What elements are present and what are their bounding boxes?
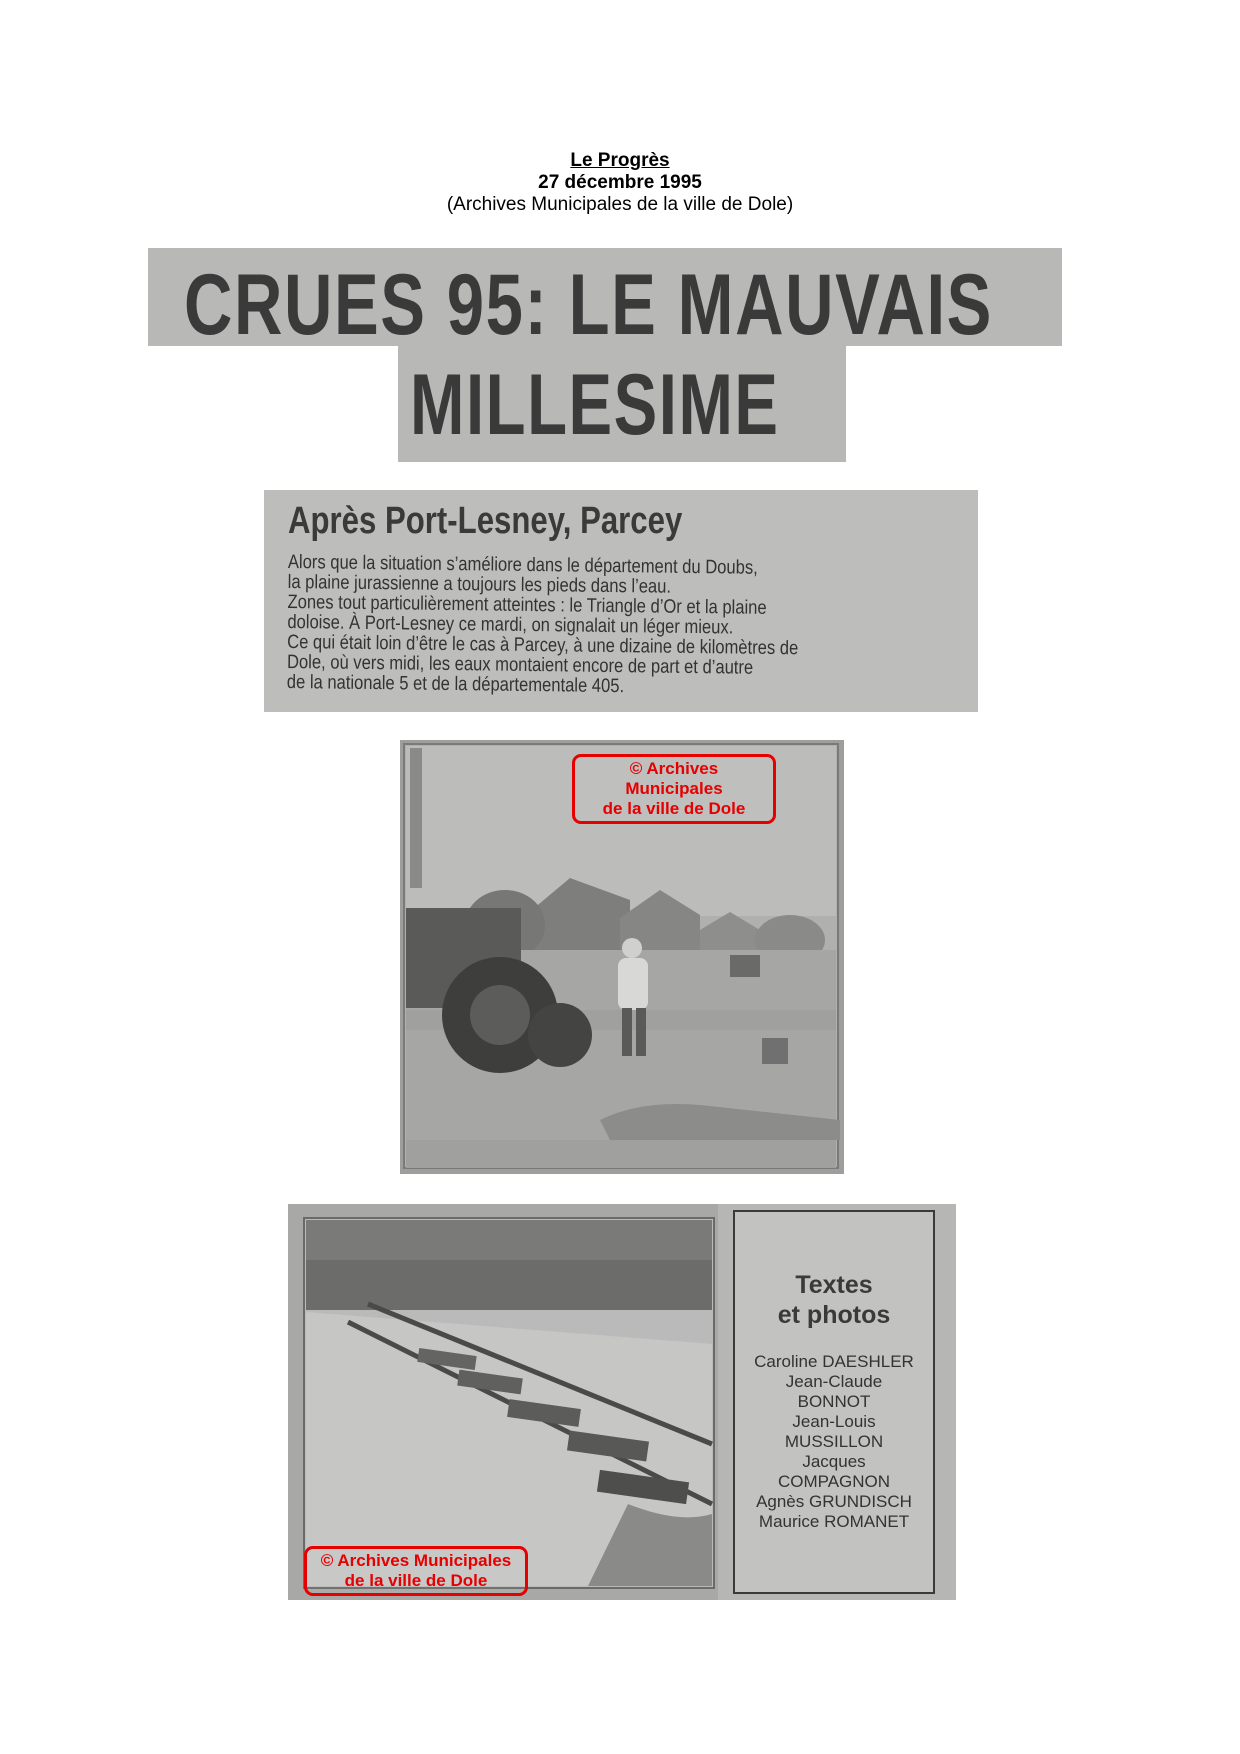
headline-clipping-1 [148, 248, 1062, 346]
intro-line: de la nationale 5 et de la départementale 405. [286, 670, 625, 698]
credit-name: MUSSILLON [784, 1432, 884, 1451]
copyright-label-2 [304, 1546, 528, 1596]
newspaper-name: Le Progrès [570, 150, 670, 171]
copyright-line-1: © Archives Municipales [625, 759, 723, 798]
credit-name: Jean-Louis [792, 1412, 876, 1431]
credit-name: BONNOT [797, 1392, 871, 1411]
intro-line: Zones tout particulièrement atteintes : le Triangle d’Or et la plaine [287, 590, 767, 619]
intro-line: Ce qui était loin d’être le cas à Parcey, à une dizaine de kilomètres de [287, 630, 799, 660]
credit-name: COMPAGNON [777, 1472, 891, 1491]
credit-name: Agnès GRUNDISCH [756, 1492, 912, 1511]
intro-line: doloise. À Port-Lesney ce mardi, on signalait un léger mieux. [287, 610, 734, 639]
headline-clipping-2 [398, 346, 846, 462]
intro-line: la plaine jurassienne a toujours les pieds dans l’eau. [287, 570, 672, 598]
credits-names [735, 1352, 933, 1532]
flooded-railway-clipping [288, 1204, 956, 1600]
headline-line-1: CRUES 95: LE MAUVAIS [184, 257, 993, 346]
credits-title-line-2: et photos [777, 1301, 891, 1329]
headline-line-2: MILLESIME [410, 357, 780, 453]
copyright-line-2: de la ville de Dole [344, 1571, 488, 1590]
intro-line: Dole, où vers midi, les eaux montaient encore de part et d’autre [286, 650, 754, 679]
flooded-railway-photo [288, 1204, 718, 1600]
intro-line: Alors que la situation s’améliore dans le département du Doubs, [287, 551, 758, 579]
copyright-label [572, 754, 776, 824]
article-subtitle: Après Port-Lesney, Parcey [288, 500, 683, 542]
credit-name: Maurice ROMANET [758, 1512, 910, 1531]
archive-source: (Archives Municipales de la ville de Dole) [446, 194, 794, 215]
article-intro-clipping [264, 490, 978, 712]
credits-title-line-1: Textes [795, 1271, 873, 1299]
credit-name: Jacques [802, 1452, 866, 1471]
credit-name: Jean-Claude [785, 1372, 883, 1391]
copyright-line-2: de la ville de Dole [602, 799, 746, 818]
credit-name: Caroline DAESHLER [754, 1352, 914, 1371]
credits-title [735, 1270, 933, 1330]
copyright-line-1: © Archives Municipales [320, 1551, 512, 1570]
article-intro-text [287, 552, 951, 700]
flood-street-photo [400, 740, 844, 1174]
document-header [0, 150, 1240, 216]
credits-panel [733, 1210, 935, 1594]
publication-date: 27 décembre 1995 [538, 172, 702, 193]
